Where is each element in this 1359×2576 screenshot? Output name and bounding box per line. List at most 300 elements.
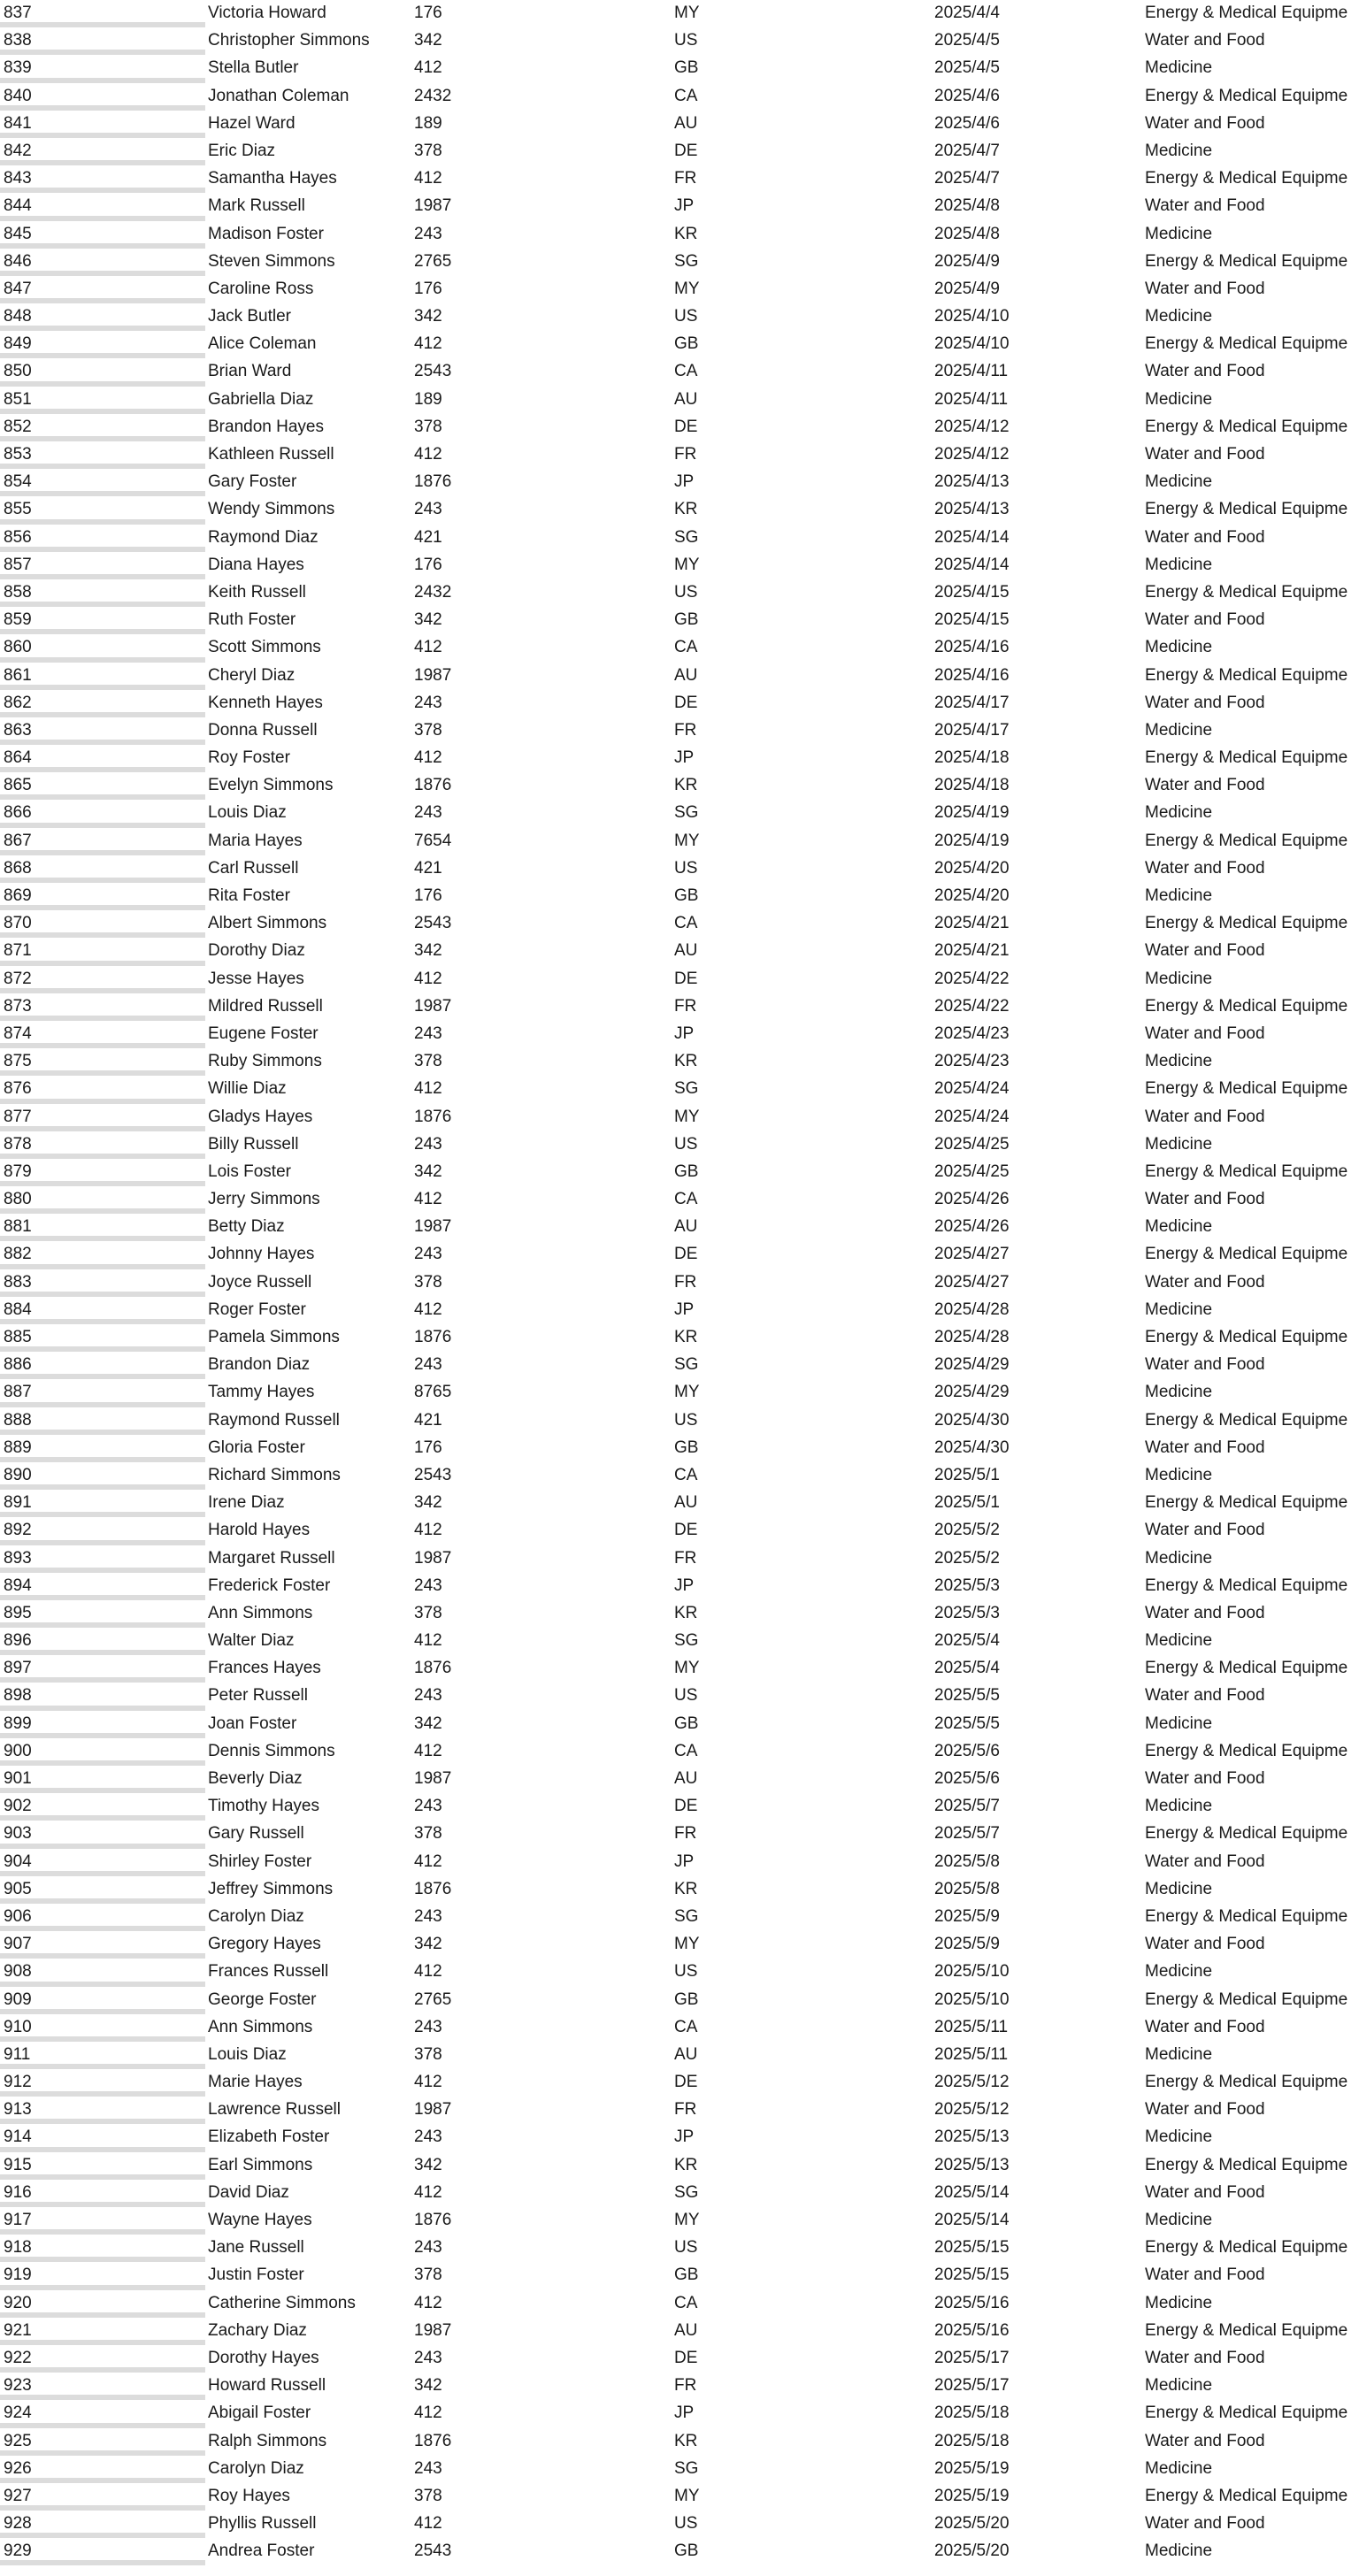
name-cell[interactable]: Jane Russell	[208, 2238, 304, 2258]
date-cell[interactable]: 2025/4/14	[934, 527, 1010, 547]
country-cell[interactable]: JP	[674, 196, 695, 216]
table-row[interactable]	[0, 2235, 1359, 2262]
category-cell[interactable]: Energy & Medical Equipme	[1145, 2320, 1348, 2340]
quantity-cell[interactable]: 378	[414, 1824, 442, 1844]
date-cell[interactable]: 2025/5/13	[934, 2155, 1010, 2174]
date-cell[interactable]: 2025/4/23	[934, 1024, 1010, 1043]
category-cell[interactable]: Medicine	[1145, 1300, 1213, 1319]
row-number-cell[interactable]: 891	[0, 1490, 205, 1517]
row-number-cell[interactable]: 928	[0, 2511, 205, 2538]
quantity-cell[interactable]: 243	[414, 1355, 442, 1375]
category-cell[interactable]: Energy & Medical Equipme	[1145, 4, 1348, 22]
quantity-cell[interactable]: 8765	[414, 1383, 452, 1402]
table-row[interactable]	[0, 303, 1359, 331]
row-number-cell[interactable]: 922	[0, 2345, 205, 2373]
category-cell[interactable]: Water and Food	[1145, 1438, 1265, 1457]
country-cell[interactable]: KR	[674, 776, 698, 795]
quantity-cell[interactable]: 378	[414, 1052, 442, 1071]
date-cell[interactable]: 2025/4/13	[934, 500, 1010, 519]
name-cell[interactable]: Diana Hayes	[208, 555, 304, 574]
row-number-cell[interactable]: 914	[0, 2124, 205, 2151]
name-cell[interactable]: Frances Hayes	[208, 1659, 321, 1678]
quantity-cell[interactable]: 378	[414, 2486, 442, 2505]
date-cell[interactable]: 2025/4/19	[934, 803, 1010, 823]
category-cell[interactable]: Medicine	[1145, 1052, 1213, 1071]
quantity-cell[interactable]: 189	[414, 389, 442, 409]
date-cell[interactable]: 2025/4/6	[934, 86, 1000, 105]
country-cell[interactable]: MY	[674, 555, 700, 574]
category-cell[interactable]: Water and Food	[1145, 362, 1265, 381]
name-cell[interactable]: Carolyn Diaz	[208, 1906, 304, 1926]
date-cell[interactable]: 2025/4/22	[934, 969, 1010, 988]
category-cell[interactable]: Water and Food	[1145, 2266, 1265, 2285]
quantity-cell[interactable]: 421	[414, 858, 442, 878]
table-row[interactable]	[0, 2290, 1359, 2318]
quantity-cell[interactable]: 412	[414, 1852, 442, 1871]
name-cell[interactable]: Brian Ward	[208, 362, 292, 381]
category-cell[interactable]: Water and Food	[1145, 2182, 1265, 2202]
quantity-cell[interactable]: 243	[414, 224, 442, 243]
quantity-cell[interactable]: 342	[414, 2155, 442, 2174]
date-cell[interactable]: 2025/4/25	[934, 1162, 1010, 1181]
table-row[interactable]	[0, 27, 1359, 55]
category-cell[interactable]: Water and Food	[1145, 1686, 1265, 1706]
date-cell[interactable]: 2025/4/13	[934, 472, 1010, 492]
name-cell[interactable]: Carolyn Diaz	[208, 2458, 304, 2478]
date-cell[interactable]: 2025/4/8	[934, 224, 1000, 243]
date-cell[interactable]: 2025/4/14	[934, 555, 1010, 574]
country-cell[interactable]: US	[674, 582, 698, 602]
table-row[interactable]	[0, 1655, 1359, 1683]
date-cell[interactable]: 2025/5/7	[934, 1824, 1000, 1844]
row-number-cell[interactable]: 923	[0, 2373, 205, 2400]
name-cell[interactable]: Joyce Russell	[208, 1272, 312, 1292]
table-row[interactable]	[0, 1931, 1359, 1959]
name-cell[interactable]: Mark Russell	[208, 196, 305, 216]
date-cell[interactable]: 2025/5/11	[934, 2044, 1009, 2064]
name-cell[interactable]: Raymond Russell	[208, 1410, 340, 1430]
country-cell[interactable]: JP	[674, 1852, 695, 1871]
date-cell[interactable]: 2025/4/24	[934, 1107, 1010, 1126]
quantity-cell[interactable]: 1876	[414, 2431, 452, 2450]
category-cell[interactable]: Energy & Medical Equipme	[1145, 582, 1348, 602]
table-row[interactable]	[0, 2538, 1359, 2565]
name-cell[interactable]: Margaret Russell	[208, 1548, 335, 1568]
country-cell[interactable]: FR	[674, 169, 697, 188]
quantity-cell[interactable]: 189	[414, 113, 442, 133]
quantity-cell[interactable]: 2543	[414, 362, 452, 381]
category-cell[interactable]: Water and Food	[1145, 1603, 1265, 1622]
table-row[interactable]	[0, 2400, 1359, 2427]
date-cell[interactable]: 2025/4/16	[934, 665, 1010, 685]
country-cell[interactable]: MY	[674, 1383, 700, 1402]
category-cell[interactable]: Medicine	[1145, 1383, 1213, 1402]
name-cell[interactable]: Shirley Foster	[208, 1852, 312, 1871]
country-cell[interactable]: AU	[674, 389, 698, 409]
date-cell[interactable]: 2025/5/4	[934, 1631, 1000, 1651]
category-cell[interactable]: Water and Food	[1145, 1272, 1265, 1292]
category-cell[interactable]: Water and Food	[1145, 1935, 1265, 1954]
date-cell[interactable]: 2025/4/28	[934, 1328, 1010, 1346]
name-cell[interactable]: Jesse Hayes	[208, 969, 304, 988]
quantity-cell[interactable]: 421	[414, 527, 442, 547]
name-cell[interactable]: Gloria Foster	[208, 1438, 305, 1457]
row-number-cell[interactable]: 911	[0, 2042, 205, 2069]
quantity-cell[interactable]: 412	[414, 169, 442, 188]
name-cell[interactable]: Irene Diaz	[208, 1493, 285, 1513]
quantity-cell[interactable]: 243	[414, 2458, 442, 2478]
name-cell[interactable]: Jeffrey Simmons	[208, 1879, 334, 1898]
name-cell[interactable]: Willie Diaz	[208, 1079, 287, 1099]
quantity-cell[interactable]: 412	[414, 1962, 442, 1982]
category-cell[interactable]: Medicine	[1145, 224, 1213, 243]
country-cell[interactable]: DE	[674, 417, 698, 436]
table-row[interactable]	[0, 800, 1359, 827]
name-cell[interactable]: Steven Simmons	[208, 251, 335, 271]
name-cell[interactable]: George Foster	[208, 1990, 317, 2009]
country-cell[interactable]: AU	[674, 1769, 698, 1788]
category-cell[interactable]: Water and Food	[1145, 196, 1265, 216]
date-cell[interactable]: 2025/4/7	[934, 169, 1000, 188]
row-number-cell[interactable]: 865	[0, 772, 205, 800]
name-cell[interactable]: Stella Butler	[208, 58, 299, 78]
country-cell[interactable]: AU	[674, 2044, 698, 2064]
row-number-cell[interactable]: 855	[0, 496, 205, 524]
row-number-cell[interactable]: 852	[0, 414, 205, 441]
quantity-cell[interactable]: 2543	[414, 914, 452, 933]
row-number-cell[interactable]: 841	[0, 111, 205, 138]
category-cell[interactable]: Medicine	[1145, 2376, 1213, 2396]
category-cell[interactable]: Energy & Medical Equipme	[1145, 169, 1348, 188]
date-cell[interactable]: 2025/4/10	[934, 307, 1010, 326]
row-number-cell[interactable]: 875	[0, 1048, 205, 1076]
date-cell[interactable]: 2025/4/9	[934, 279, 1000, 298]
category-cell[interactable]: Medicine	[1145, 389, 1213, 409]
table-row[interactable]	[0, 441, 1359, 469]
category-cell[interactable]: Medicine	[1145, 638, 1213, 657]
name-cell[interactable]: Maria Hayes	[208, 831, 303, 850]
table-row[interactable]	[0, 1738, 1359, 1766]
quantity-cell[interactable]: 412	[414, 58, 442, 78]
table-row[interactable]	[0, 221, 1359, 249]
name-cell[interactable]: Louis Diaz	[208, 803, 287, 823]
row-number-cell[interactable]: 849	[0, 331, 205, 358]
quantity-cell[interactable]: 243	[414, 803, 442, 823]
country-cell[interactable]: KR	[674, 1879, 698, 1898]
country-cell[interactable]: AU	[674, 2320, 698, 2340]
date-cell[interactable]: 2025/4/27	[934, 1245, 1010, 1264]
quantity-cell[interactable]: 342	[414, 1162, 442, 1181]
country-cell[interactable]: SG	[674, 1355, 699, 1375]
country-cell[interactable]: SG	[674, 2182, 699, 2202]
country-cell[interactable]: FR	[674, 1824, 697, 1844]
table-row[interactable]	[0, 1628, 1359, 1655]
date-cell[interactable]: 2025/4/17	[934, 720, 1010, 740]
quantity-cell[interactable]: 243	[414, 1576, 442, 1595]
quantity-cell[interactable]: 412	[414, 638, 442, 657]
row-number-cell[interactable]: 868	[0, 855, 205, 883]
country-cell[interactable]: JP	[674, 1024, 695, 1043]
category-cell[interactable]: Energy & Medical Equipme	[1145, 2155, 1348, 2174]
name-cell[interactable]: Ann Simmons	[208, 2017, 313, 2036]
quantity-cell[interactable]: 1876	[414, 1879, 452, 1898]
table-row[interactable]	[0, 1821, 1359, 1848]
date-cell[interactable]: 2025/4/20	[934, 858, 1010, 878]
name-cell[interactable]: David Diaz	[208, 2182, 289, 2202]
date-cell[interactable]: 2025/5/10	[934, 1962, 1010, 1982]
date-cell[interactable]: 2025/5/3	[934, 1576, 1000, 1595]
country-cell[interactable]: JP	[674, 1300, 695, 1319]
category-cell[interactable]: Water and Food	[1145, 2514, 1265, 2534]
table-row[interactable]	[0, 0, 1359, 27]
name-cell[interactable]: Lawrence Russell	[208, 2100, 341, 2120]
row-number-cell[interactable]: 859	[0, 607, 205, 634]
date-cell[interactable]: 2025/4/30	[934, 1438, 1010, 1457]
quantity-cell[interactable]: 243	[414, 2238, 442, 2258]
date-cell[interactable]: 2025/5/12	[934, 2100, 1010, 2120]
row-number-cell[interactable]: 901	[0, 1766, 205, 1793]
date-cell[interactable]: 2025/4/12	[934, 417, 1010, 436]
row-number-cell[interactable]: 926	[0, 2456, 205, 2483]
date-cell[interactable]: 2025/5/15	[934, 2266, 1010, 2285]
category-cell[interactable]: Water and Food	[1145, 941, 1265, 961]
quantity-cell[interactable]: 412	[414, 445, 442, 464]
table-row[interactable]	[0, 1876, 1359, 1904]
quantity-cell[interactable]: 412	[414, 1190, 442, 1209]
name-cell[interactable]: Betty Diaz	[208, 1217, 285, 1237]
row-number-cell[interactable]: 909	[0, 1987, 205, 2014]
row-number-cell[interactable]: 921	[0, 2318, 205, 2345]
date-cell[interactable]: 2025/5/1	[934, 1465, 1000, 1484]
table-row[interactable]	[0, 55, 1359, 82]
date-cell[interactable]: 2025/4/29	[934, 1383, 1010, 1402]
quantity-cell[interactable]: 243	[414, 2128, 442, 2147]
country-cell[interactable]: SG	[674, 1079, 699, 1099]
category-cell[interactable]: Water and Food	[1145, 1769, 1265, 1788]
country-cell[interactable]: JP	[674, 472, 695, 492]
name-cell[interactable]: Carl Russell	[208, 858, 299, 878]
quantity-cell[interactable]: 378	[414, 2044, 442, 2064]
quantity-cell[interactable]: 243	[414, 1024, 442, 1043]
country-cell[interactable]: DE	[674, 141, 698, 160]
table-row[interactable]	[0, 1849, 1359, 1876]
row-number-cell[interactable]: 912	[0, 2069, 205, 2097]
date-cell[interactable]: 2025/4/11	[934, 362, 1009, 381]
name-cell[interactable]: Earl Simmons	[208, 2155, 313, 2174]
quantity-cell[interactable]: 7654	[414, 831, 452, 850]
country-cell[interactable]: GB	[674, 1438, 699, 1457]
row-number-cell[interactable]: 839	[0, 55, 205, 82]
country-cell[interactable]: DE	[674, 1245, 698, 1264]
country-cell[interactable]: GB	[674, 1162, 699, 1181]
table-row[interactable]	[0, 2262, 1359, 2289]
quantity-cell[interactable]: 342	[414, 1714, 442, 1733]
quantity-cell[interactable]: 342	[414, 31, 442, 50]
table-row[interactable]	[0, 1297, 1359, 1324]
date-cell[interactable]: 2025/4/6	[934, 113, 1000, 133]
row-number-cell[interactable]: 889	[0, 1435, 205, 1462]
date-cell[interactable]: 2025/5/5	[934, 1686, 1000, 1706]
category-cell[interactable]: Water and Food	[1145, 1107, 1265, 1126]
table-row[interactable]	[0, 634, 1359, 662]
quantity-cell[interactable]: 1987	[414, 2320, 452, 2340]
country-cell[interactable]: SG	[674, 251, 699, 271]
row-number-cell[interactable]: 925	[0, 2428, 205, 2456]
date-cell[interactable]: 2025/5/14	[934, 2211, 1010, 2229]
category-cell[interactable]: Energy & Medical Equipme	[1145, 831, 1348, 850]
name-cell[interactable]: Roy Foster	[208, 748, 290, 768]
quantity-cell[interactable]: 2543	[414, 1465, 452, 1484]
date-cell[interactable]: 2025/4/26	[934, 1217, 1010, 1237]
category-cell[interactable]: Medicine	[1145, 2293, 1213, 2312]
quantity-cell[interactable]: 342	[414, 610, 442, 630]
table-row[interactable]	[0, 828, 1359, 855]
category-cell[interactable]: Medicine	[1145, 555, 1213, 574]
quantity-cell[interactable]: 378	[414, 1603, 442, 1622]
category-cell[interactable]: Medicine	[1145, 1548, 1213, 1568]
quantity-cell[interactable]: 342	[414, 307, 442, 326]
name-cell[interactable]: Brandon Hayes	[208, 417, 324, 436]
country-cell[interactable]: KR	[674, 2155, 698, 2174]
name-cell[interactable]: Timothy Hayes	[208, 1797, 319, 1816]
table-row[interactable]	[0, 855, 1359, 883]
category-cell[interactable]: Energy & Medical Equipme	[1145, 1162, 1348, 1181]
table-row[interactable]	[0, 1462, 1359, 1490]
category-cell[interactable]: Water and Food	[1145, 2100, 1265, 2120]
country-cell[interactable]: MY	[674, 1935, 700, 1954]
quantity-cell[interactable]: 342	[414, 941, 442, 961]
country-cell[interactable]: US	[674, 307, 698, 326]
table-row[interactable]	[0, 1269, 1359, 1297]
country-cell[interactable]: MY	[674, 831, 700, 850]
category-cell[interactable]: Water and Food	[1145, 858, 1265, 878]
row-number-cell[interactable]: 838	[0, 27, 205, 55]
row-number-cell[interactable]: 860	[0, 634, 205, 662]
category-cell[interactable]: Medicine	[1145, 472, 1213, 492]
category-cell[interactable]: Energy & Medical Equipme	[1145, 334, 1348, 354]
row-number-cell[interactable]: 902	[0, 1793, 205, 1821]
name-cell[interactable]: Caroline Ross	[208, 279, 314, 298]
quantity-cell[interactable]: 378	[414, 720, 442, 740]
date-cell[interactable]: 2025/5/2	[934, 1548, 1000, 1568]
name-cell[interactable]: Walter Diaz	[208, 1631, 295, 1651]
country-cell[interactable]: US	[674, 858, 698, 878]
category-cell[interactable]: Medicine	[1145, 1631, 1213, 1651]
name-cell[interactable]: Albert Simmons	[208, 914, 327, 933]
table-row[interactable]	[0, 2069, 1359, 2097]
table-row[interactable]	[0, 607, 1359, 634]
row-number-cell[interactable]: 871	[0, 938, 205, 965]
table-row[interactable]	[0, 1517, 1359, 1545]
table-row[interactable]	[0, 717, 1359, 745]
quantity-cell[interactable]: 243	[414, 1906, 442, 1926]
row-number-cell[interactable]: 842	[0, 138, 205, 165]
table-row[interactable]	[0, 966, 1359, 993]
date-cell[interactable]: 2025/5/19	[934, 2486, 1010, 2505]
date-cell[interactable]: 2025/5/18	[934, 2404, 1010, 2423]
table-row[interactable]	[0, 387, 1359, 414]
table-row[interactable]	[0, 2180, 1359, 2207]
quantity-cell[interactable]: 1876	[414, 472, 452, 492]
row-number-cell[interactable]: 913	[0, 2097, 205, 2124]
category-cell[interactable]: Water and Food	[1145, 610, 1265, 630]
country-cell[interactable]: CA	[674, 1465, 698, 1484]
name-cell[interactable]: Eugene Foster	[208, 1024, 319, 1043]
row-number-cell[interactable]: 916	[0, 2180, 205, 2207]
country-cell[interactable]: GB	[674, 58, 699, 78]
row-number-cell[interactable]: 899	[0, 1711, 205, 1738]
country-cell[interactable]: MY	[674, 2486, 700, 2505]
name-cell[interactable]: Roy Hayes	[208, 2486, 290, 2505]
date-cell[interactable]: 2025/5/8	[934, 1852, 1000, 1871]
quantity-cell[interactable]: 243	[414, 2017, 442, 2036]
name-cell[interactable]: Hazel Ward	[208, 113, 296, 133]
quantity-cell[interactable]: 2765	[414, 1990, 452, 2009]
name-cell[interactable]: Samantha Hayes	[208, 169, 337, 188]
quantity-cell[interactable]: 176	[414, 886, 442, 905]
name-cell[interactable]: Jack Butler	[208, 307, 291, 326]
name-cell[interactable]: Eric Diaz	[208, 141, 276, 160]
category-cell[interactable]: Medicine	[1145, 2128, 1213, 2147]
name-cell[interactable]: Howard Russell	[208, 2376, 326, 2396]
quantity-cell[interactable]: 243	[414, 500, 442, 519]
quantity-cell[interactable]: 412	[414, 748, 442, 768]
row-number-cell[interactable]: 858	[0, 579, 205, 607]
quantity-cell[interactable]: 412	[414, 2404, 442, 2423]
name-cell[interactable]: Brandon Diaz	[208, 1355, 311, 1375]
category-cell[interactable]: Energy & Medical Equipme	[1145, 1410, 1348, 1430]
table-row[interactable]	[0, 993, 1359, 1021]
quantity-cell[interactable]: 176	[414, 4, 442, 22]
category-cell[interactable]: Water and Food	[1145, 279, 1265, 298]
country-cell[interactable]: DE	[674, 1797, 698, 1816]
country-cell[interactable]: CA	[674, 2017, 698, 2036]
row-number-cell[interactable]: 853	[0, 441, 205, 469]
name-cell[interactable]: Dorothy Diaz	[208, 941, 305, 961]
date-cell[interactable]: 2025/5/18	[934, 2431, 1010, 2450]
date-cell[interactable]: 2025/4/29	[934, 1355, 1010, 1375]
country-cell[interactable]: MY	[674, 1659, 700, 1678]
table-row[interactable]	[0, 1324, 1359, 1352]
table-row[interactable]	[0, 1021, 1359, 1048]
country-cell[interactable]: JP	[674, 2128, 695, 2147]
category-cell[interactable]: Energy & Medical Equipme	[1145, 2486, 1348, 2505]
date-cell[interactable]: 2025/4/12	[934, 445, 1010, 464]
category-cell[interactable]: Energy & Medical Equipme	[1145, 500, 1348, 519]
date-cell[interactable]: 2025/5/9	[934, 1906, 1000, 1926]
date-cell[interactable]: 2025/5/1	[934, 1493, 1000, 1513]
name-cell[interactable]: Mildred Russell	[208, 996, 323, 1016]
name-cell[interactable]: Gabriella Diaz	[208, 389, 314, 409]
table-row[interactable]	[0, 496, 1359, 524]
date-cell[interactable]: 2025/4/26	[934, 1190, 1010, 1209]
country-cell[interactable]: FR	[674, 720, 697, 740]
date-cell[interactable]: 2025/4/9	[934, 251, 1000, 271]
table-row[interactable]	[0, 2345, 1359, 2373]
quantity-cell[interactable]: 2543	[414, 2542, 452, 2561]
date-cell[interactable]: 2025/5/10	[934, 1990, 1010, 2009]
name-cell[interactable]: Jonathan Coleman	[208, 86, 349, 105]
row-number-cell[interactable]: 910	[0, 2014, 205, 2042]
table-row[interactable]	[0, 2373, 1359, 2400]
table-row[interactable]	[0, 1987, 1359, 2014]
country-cell[interactable]: CA	[674, 86, 698, 105]
country-cell[interactable]: FR	[674, 2376, 697, 2396]
quantity-cell[interactable]: 412	[414, 2182, 442, 2202]
table-row[interactable]	[0, 1407, 1359, 1435]
name-cell[interactable]: Gary Russell	[208, 1824, 304, 1844]
row-number-cell[interactable]: 896	[0, 1628, 205, 1655]
